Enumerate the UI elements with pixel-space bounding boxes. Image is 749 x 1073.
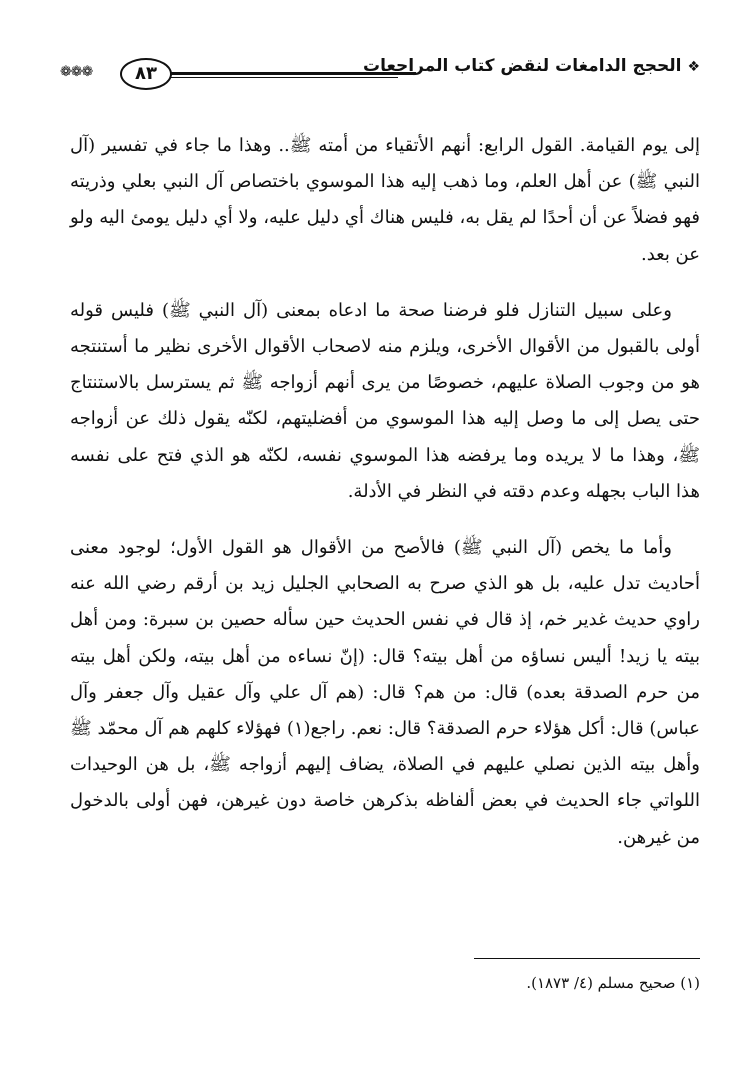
corner-ornament-icon: ❁❁❁	[60, 64, 93, 80]
main-text	[70, 128, 700, 856]
page-header	[58, 52, 700, 100]
paragraph-3: وأما ما يخص (آل النبي ﷺ) فالأصح من الأقوال هو القول الأول؛ لوجود معنى أحاديث تدل عليه، بل هو الذي صرح به الصحابي الجليل زيد بن أرقم رضي الله عنه راوي حديث غدير خم، إذ قال في نفس الحديث حين سأله حصين بن سبرة: ومن أهل بيته يا زيد! أليس نساؤه من أهل بيته؟ قال: (إنّ نساءه من أهل بيته، ولكن أهل بيته من حرم الصدقة بعده) قال: من هم؟ قال: (هم آل علي وآل عقيل وآل جعفر وآل عباس) قال: أكل هؤلاء حرم الصدقة؟ قال: نعم. راجع(١) فهؤلاء كلهم هم آل محمّد ﷺ وأهل بيته الذين نصلي عليهم في الصلاة، يضاف إليهم أزواجه ﷺ، بل هن الوحيدات اللواتي جاء الحديث في بعض ألفاظه بذكرهن خاصة دون غيرهن، فهن أولى بالدخول من غيرهن.	[70, 537, 701, 848]
page-number: ٨٣	[120, 58, 172, 90]
running-title-text: الحجج الدامغات لنقض كتاب المراجعات	[362, 56, 682, 76]
footnote: (١) صحيح مسلم (٤/ ١٨٧٣).	[526, 974, 700, 992]
ornament-icon: ❖	[687, 59, 700, 75]
paragraph-2: وعلى سبيل التنازل فلو فرضنا صحة ما ادعاه بمعنى (آل النبي ﷺ) فليس قوله أولى بالقبول من الأقوال الأخرى، ويلزم منه لاصحاب الأقوال الأخرى نظير ما أستنتجه هو من وجوب الصلاة عليهم، خصوصًا من يرى أنهم أزواجه ﷺ ثم يسترسل بالاستنتاج حتى يصل إلى ما وصل إليه هذا الموسوي من أفضليتهم، لكنّه يقول ذلك عن أزواجه ﷺ، وهذا ما لا يريده وما يرفضه هذا الموسوي نفسه، لكنّه هو الذي فتح على نفسه هذا الباب بجهله وعدم دقته في النظر في الأدلة.	[70, 299, 700, 502]
header-rule-thin	[168, 77, 398, 78]
header-rule	[168, 72, 416, 75]
footnote-separator	[474, 958, 700, 959]
paragraph-1: إلى يوم القيامة. القول الرابع: أنهم الأتقياء من أمته ﷺ.. وهذا ما جاء في تفسير (آل النبي ﷺ) عن أهل العلم، وما ذهب إليه هذا الموسوي باختصاص آل النبي بعلي وذريته فهو فضلاً عن أن أحدًا لم يقل به، فليس هناك أي دليل عليه، ولا أي دليل يومئ اليه ولو عن بعد.	[70, 135, 700, 265]
